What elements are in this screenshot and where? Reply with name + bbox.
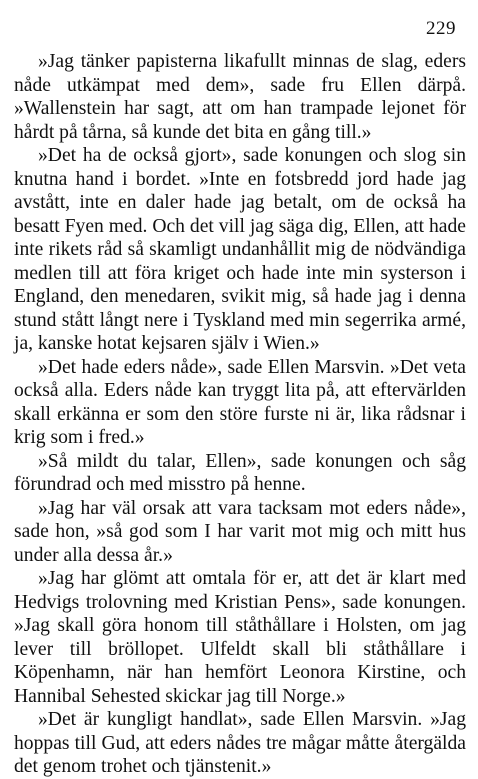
paragraph: »Jag har väl orsak att vara tacksam mot eders nåde», sade hon, »så god som I har varit mot mig och mitt hus under alla dessa år.» — [14, 497, 466, 566]
paragraph: »Det är kungligt handlat», sade Ellen Marsvin. »Jag hoppas till Gud, att eders nådes tre mågar måtte återgälda det genom trohet och tjänstenit.» — [14, 709, 466, 777]
paragraph: »Jag tänker papisterna likafullt minnas de slag, eders nåde utkämpat med dem», sade fru Ellen därpå. »Wallenstein har sagt, att om han trampade lejonet för hårdt på tårna, så kunde det bita en gång till.» — [14, 51, 466, 143]
paragraph: »Det hade eders nåde», sade Ellen Marsvin. »Det veta också alla. Eders nåde kan tryggt lita på, att eftervärlden skall erkänna er som den störe furste ni är, lika rådsnar i krig som i fred.» — [14, 356, 466, 448]
page-number: 229 — [426, 18, 456, 39]
body-text — [14, 50, 466, 779]
paragraph: »Det ha de också gjort», sade konungen och slog sin knutna hand i bordet. »Inte en fotsbredd jord hade jag avstått, inte en daler hade jag betalt, om de också ha besatt Fyen med. Och det vill jag säga dig, Ellen, att hade inte rikets råd så skamligt undanhållit mig de nödvändiga medlen till att föra kriget och hade inte min systerson i England, den menedaren, svikit mig, så hade jag i denna stund stått långt nere i Tyskland med min segerrika armé, ja, kanske hotat kejsaren själv i Wien.» — [14, 145, 466, 354]
paragraph: »Så mildt du talar, Ellen», sade konungen och såg förundrad och med misstro på henne. — [14, 450, 466, 495]
paragraph: »Jag har glömt att omtala för er, att det är klart med Hedvigs trolovning med Kristian Pens», sade konungen. »Jag skall göra honom till ståthållare i Holsten, om jag lever till bröllopet. Ulfeldt skall bli ståthållare i Köpenhamn, när han hemfört Leonora Kirstine, och Hannibal Sehested skickar jag till Norge.» — [14, 568, 466, 707]
